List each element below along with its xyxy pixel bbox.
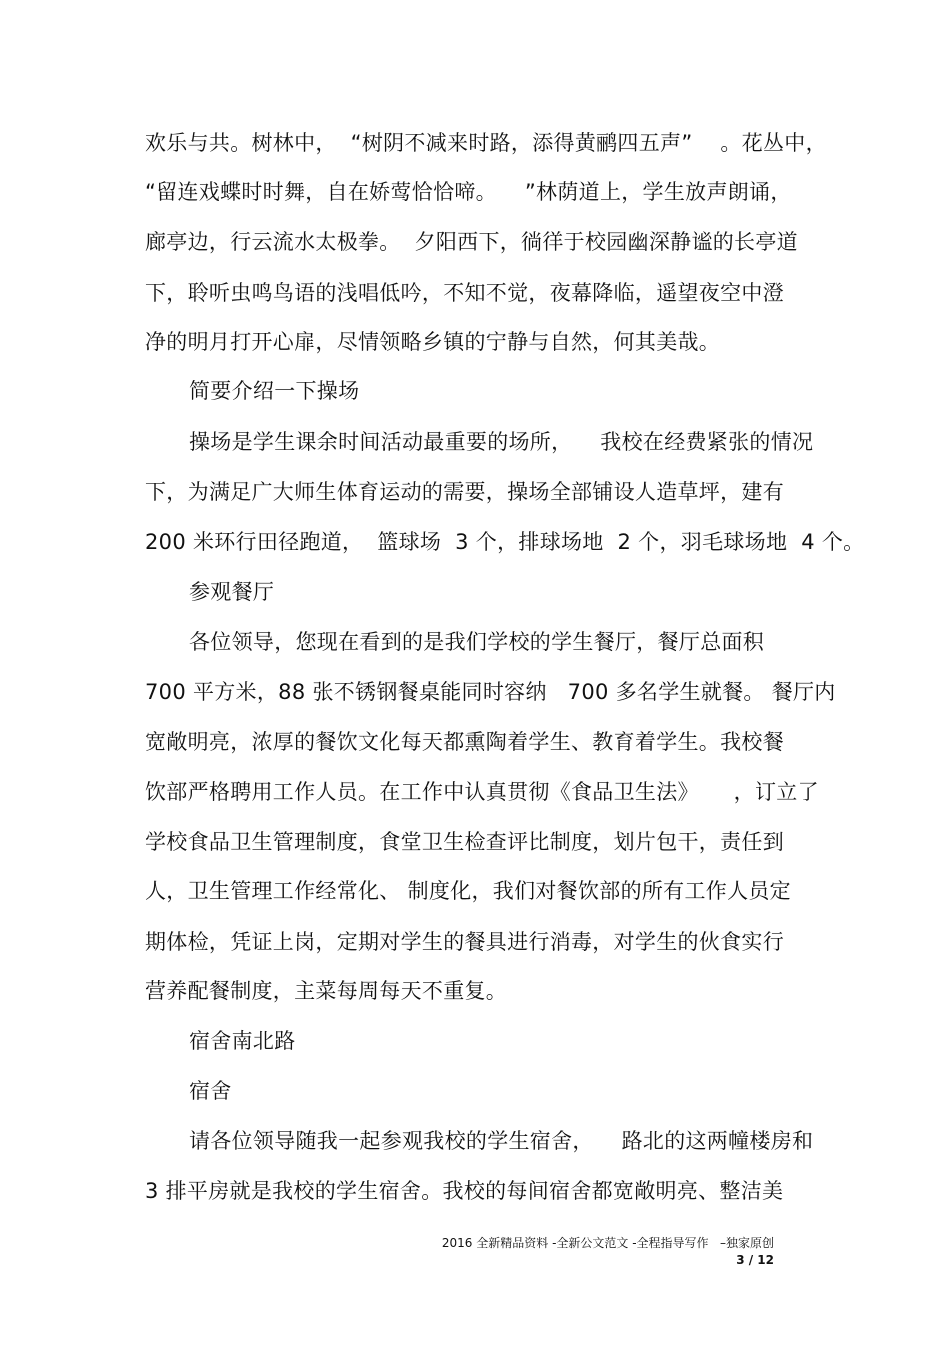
body-line-4: 下，聆听虫鸣鸟语的浅唱低吟，不知不觉，夜幕降临，遥望夜空中澄 bbox=[145, 281, 784, 305]
section-heading-dorm-road: 宿舍南北路 bbox=[189, 1029, 296, 1053]
body-line-21: 请各位领导随我一起参观我校的学生宿舍， 路北的这两幢楼房和 bbox=[189, 1129, 814, 1153]
body-line-5: 净的明月打开心扉，尽情领略乡镇的宁静与自然，何其美哉。 bbox=[145, 330, 721, 354]
body-line-7: 操场是学生课余时间活动最重要的场所， 我校在经费紧张的情况 bbox=[189, 430, 814, 454]
body-line-18: 营养配餐制度，主菜每周每天不重复。 bbox=[145, 979, 508, 1003]
body-line-22: 3 排平房就是我校的学生宿舍。我校的每间宿舍都宽敞明亮、整洁美 bbox=[145, 1179, 784, 1203]
body-line-9: 200 米环行田径跑道， 篮球场 3 个，排球场地 2 个，羽毛球场地 4 个。 bbox=[145, 530, 865, 554]
body-line-11: 各位领导，您现在看到的是我们学校的学生餐厅，餐厅总面积 bbox=[189, 630, 765, 654]
section-heading-playground: 简要介绍一下操场 bbox=[189, 379, 360, 403]
body-line-16: 人，卫生管理工作经常化、 制度化，我们对餐饮部的所有工作人员定 bbox=[145, 879, 791, 903]
body-line-13: 宽敞明亮，浓厚的餐饮文化每天都熏陶着学生、教育着学生。我校餐 bbox=[145, 730, 784, 754]
body-line-17: 期体检，凭证上岗，定期对学生的餐具进行消毒，对学生的伙食实行 bbox=[145, 930, 784, 954]
body-line-14: 饮部严格聘用工作人员。在工作中认真贯彻《食品卫生法》 ，订立了 bbox=[145, 780, 819, 804]
body-line-8: 下，为满足广大师生体育运动的需要，操场全部铺设人造草坪，建有 bbox=[145, 480, 784, 504]
footer-note: 2016 全新精品资料 -全新公文范文 -全程指导写作 –独家原创 bbox=[441, 1236, 774, 1250]
body-line-1: 欢乐与共。树林中， “树阴不减来时路，添得黄鹂四五声” 。花丛中， bbox=[145, 131, 827, 155]
body-line-12: 700 平方米，88 张不锈钢餐桌能同时容纳 700 多名学生就餐。 餐厅内 bbox=[145, 680, 836, 704]
section-heading-dorm: 宿舍 bbox=[189, 1079, 232, 1103]
body-line-15: 学校食品卫生管理制度，食堂卫生检查评比制度，划片包干，责任到 bbox=[145, 830, 784, 854]
page-number: 3 / 12 bbox=[736, 1253, 774, 1267]
body-line-2: “留连戏蝶时时舞，自在娇莺恰恰啼。 ”林荫道上，学生放声朗诵， bbox=[145, 180, 792, 204]
section-heading-canteen: 参观餐厅 bbox=[189, 580, 275, 604]
body-line-3: 廊亭边，行云流水太极拳。 夕阳西下，徜徉于校园幽深静谧的长亭道 bbox=[145, 230, 798, 254]
